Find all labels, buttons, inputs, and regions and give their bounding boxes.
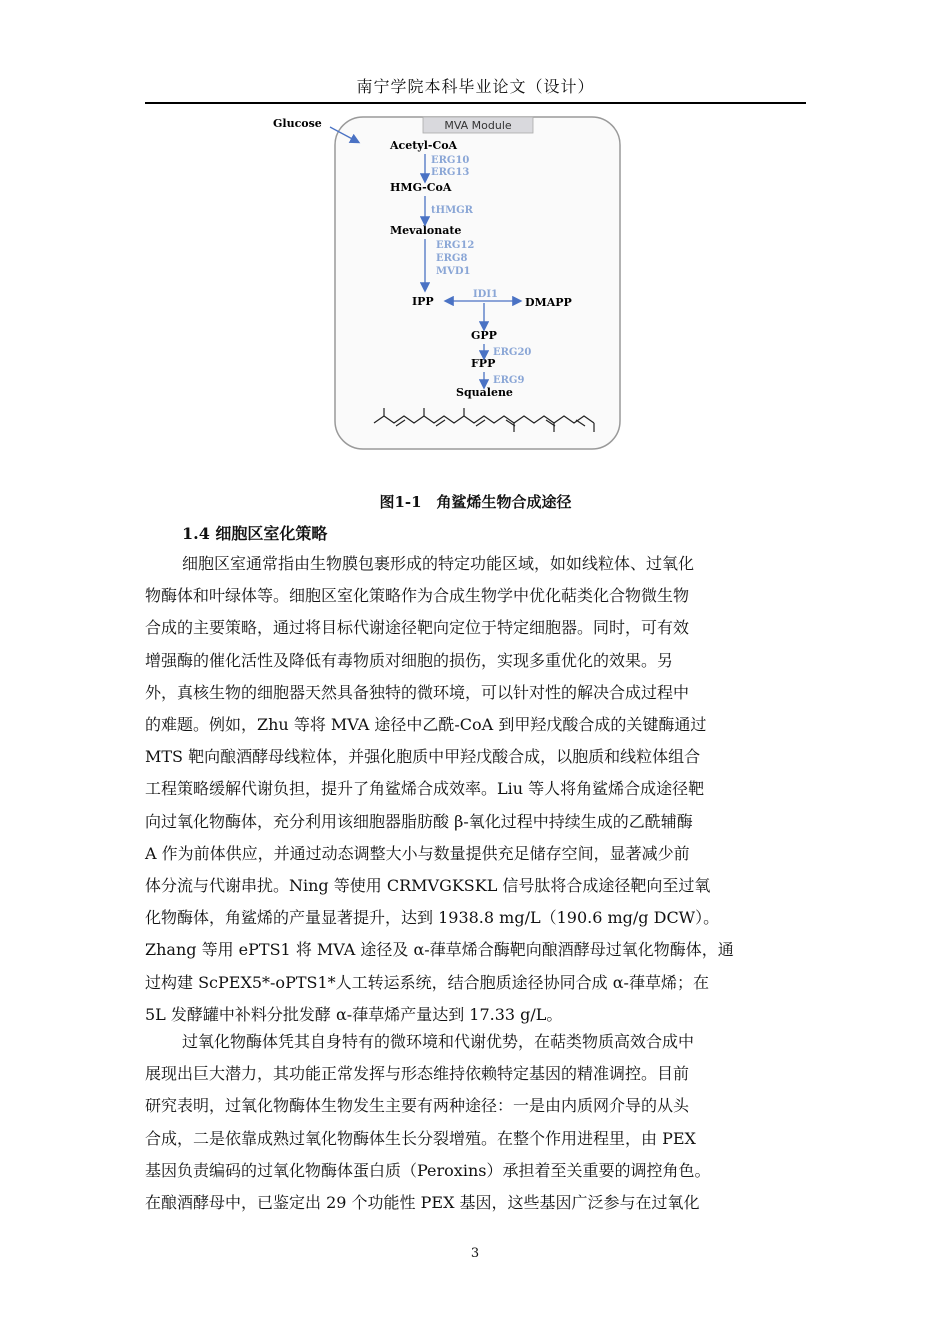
p1-line: 合成的主要策略，通过将目标代谢途径靶向定位于特定细胞器。同时，可有效 bbox=[145, 618, 690, 638]
mva-pathway-figure bbox=[260, 110, 640, 460]
enzyme-erg12: ERG12 bbox=[436, 240, 475, 251]
p1-line: Zhang 等用 ePTS1 将 MVA 途径及 α-葎草烯合酶靶向酿酒酵母过氧化物酶体，通 bbox=[145, 940, 734, 960]
metabolite-ipp: IPP bbox=[412, 295, 434, 308]
paragraph-2 bbox=[145, 1026, 806, 1219]
p2-line: 过氧化物酶体凭其自身特有的微环境和代谢优势，在萜类物质高效合成中 bbox=[182, 1032, 695, 1051]
p1-line: 外，真核生物的细胞器天然具备独特的微环境，可以针对性的解决合成过程中 bbox=[145, 682, 690, 702]
metabolite-fpp: FPP bbox=[471, 357, 496, 370]
metabolite-gpp: GPP bbox=[471, 329, 497, 342]
paragraph-1 bbox=[145, 548, 806, 1031]
p1-line: 过构建 ScPEX5*-oPTS1*人工转运系统，结合胞质途径协同合成 α-葎草烯；在 bbox=[145, 972, 709, 992]
metabolite-mevalonate: Mevalonate bbox=[390, 224, 462, 237]
p1-line: 细胞区室通常指由生物膜包裹形成的特定功能区域，如如线粒体、过氧化 bbox=[182, 554, 695, 573]
module-label: MVA Module bbox=[444, 119, 512, 132]
section-title: 1.4 细胞区室化策略 bbox=[182, 524, 328, 543]
p2-line: 合成，二是依靠成熟过氧化物酶体生长分裂增殖。在整个作用进程里，由 PEX bbox=[145, 1128, 696, 1148]
p1-line: 的难题。例如，Zhu 等将 MVA 途径中乙酰-CoA 到甲羟戊酸合成的关键酶通过 bbox=[145, 715, 707, 735]
p2-line: 基因负责编码的过氧化物酶体蛋白质（Peroxins）承担着至关重要的调控角色。 bbox=[145, 1160, 711, 1180]
enzyme-erg20: ERG20 bbox=[493, 347, 532, 358]
p1-line: 物酶体和叶绿体等。细胞区室化策略作为合成生物学中优化萜类化合物微生物 bbox=[145, 586, 690, 606]
metabolite-dmapp: DMAPP bbox=[525, 296, 572, 309]
p2-line: 展现出巨大潜力，其功能正常发挥与形态维持依赖特定基因的精准调控。目前 bbox=[145, 1064, 690, 1084]
metabolite-hmg-coa: HMG-CoA bbox=[390, 181, 452, 194]
p1-line: 5L 发酵罐中补料分批发酵 α-葎草烯产量达到 17.33 g/L。 bbox=[145, 1004, 563, 1024]
metabolite-acetyl-coa: Acetyl-CoA bbox=[390, 139, 458, 152]
p1-line: 工程策略缓解代谢负担，提升了角鲨烯合成效率。Liu 等人将角鲨烯合成途径靶 bbox=[145, 779, 705, 799]
enzyme-mvd1: MVD1 bbox=[436, 266, 471, 277]
p1-line: 化物酶体，角鲨烯的产量显著提升，达到 1938.8 mg/L（190.6 mg/g DCW）。 bbox=[145, 908, 720, 928]
module-box bbox=[335, 117, 620, 449]
p1-line: MTS 靶向酿酒酵母线粒体，并强化胞质中甲羟戊酸合成，以胞质和线粒体组合 bbox=[145, 747, 701, 767]
glucose-label: Glucose bbox=[273, 117, 322, 130]
p1-line: A 作为前体供应，并通过动态调整大小与数量提供充足储存空间，显著减少前 bbox=[145, 843, 690, 863]
p1-line: 增强酶的催化活性及降低有毒物质对细胞的损伤，实现多重优化的效果。另 bbox=[145, 650, 674, 670]
enzyme-thmgr: tHMGR bbox=[431, 205, 473, 216]
p1-line: 体分流与代谢串扰。Ning 等使用 CRMVGKSKL 信号肽将合成途径靶向至过氧 bbox=[145, 876, 711, 896]
enzyme-erg8: ERG8 bbox=[436, 253, 468, 264]
p2-line: 在酿酒酵母中，已鉴定出 29 个功能性 PEX 基因，这些基因广泛参与在过氧化 bbox=[145, 1193, 700, 1213]
p2-line: 研究表明，过氧化物酶体生物发生主要有两种途径：一是由内质网介导的从头 bbox=[145, 1096, 690, 1116]
enzyme-idi1: IDI1 bbox=[473, 289, 498, 300]
pathway-diagram bbox=[260, 110, 640, 460]
page-header: 南宁学院本科毕业论文（设计） bbox=[145, 74, 806, 104]
figure-caption: 图1-1 角鲨烯生物合成途径 bbox=[379, 493, 572, 511]
enzyme-erg13: ERG13 bbox=[431, 167, 470, 178]
enzyme-erg10: ERG10 bbox=[431, 155, 470, 166]
enzyme-erg9: ERG9 bbox=[493, 375, 525, 386]
p1-line: 向过氧化物酶体，充分利用该细胞器脂肪酸 β-氧化过程中持续生成的乙酰辅酶 bbox=[145, 811, 693, 831]
page-number: 3 bbox=[470, 1246, 480, 1261]
metabolite-squalene: Squalene bbox=[456, 386, 513, 399]
